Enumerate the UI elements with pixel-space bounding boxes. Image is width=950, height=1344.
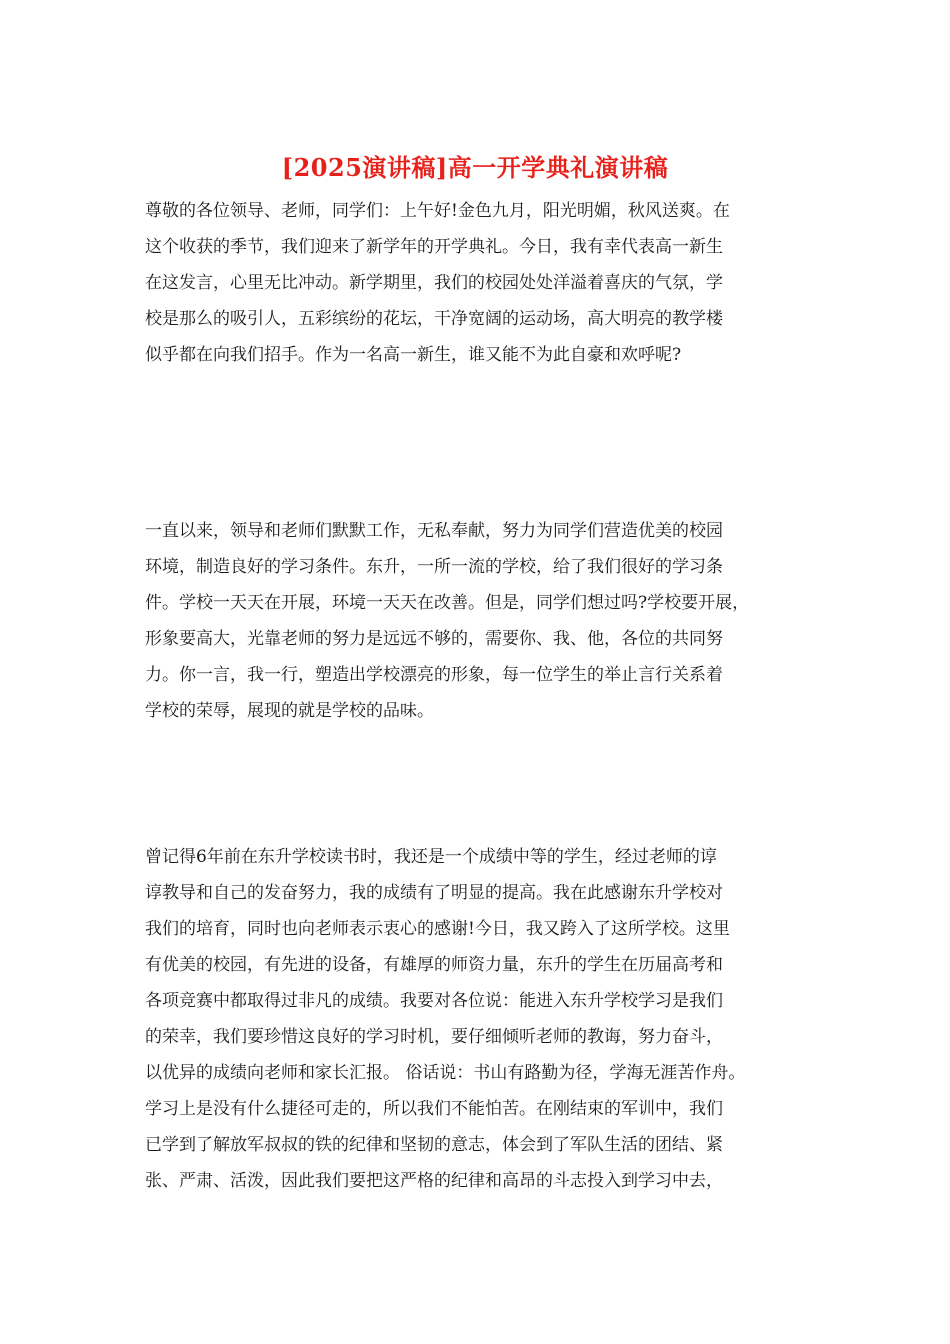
text-line: 这个收获的季节，我们迎来了新学年的开学典礼。今日，我有幸代表高一新生: [145, 237, 723, 257]
text-line: 环境，制造良好的学习条件。东升，一所一流的学校，给了我们很好的学习条: [145, 557, 723, 577]
text-line: 校是那么的吸引人，五彩缤纷的花坛，干净宽阔的运动场，高大明亮的教学楼: [145, 309, 723, 329]
text-line: 形象要高大，光靠老师的努力是远远不够的，需要你、我、他，各位的共同努: [145, 629, 723, 649]
text-line: 以优异的成绩向老师和家长汇报。 俗话说：书山有路勤为径，学海无涯苦作舟。: [145, 1063, 746, 1083]
text-line: 学校的荣辱，展现的就是学校的品味。: [145, 701, 434, 721]
text-line: 学习上是没有什么捷径可走的，所以我们不能怕苦。在刚结束的军训中，我们: [145, 1099, 723, 1119]
text-line: 似乎都在向我们招手。作为一名高一新生，谁又能不为此自豪和欢呼呢?: [145, 345, 682, 365]
document-title: [2025演讲稿]高一开学典礼演讲稿: [281, 153, 669, 182]
text-line: 有优美的校园，有先进的设备，有雄厚的师资力量，东升的学生在历届高考和: [145, 955, 723, 975]
text-line: 已学到了解放军叔叔的铁的纪律和坚韧的意志，体会到了军队生活的团结、紧: [145, 1135, 723, 1155]
text-line: 谆教导和自己的发奋努力，我的成绩有了明显的提高。我在此感谢东升学校对: [145, 883, 723, 903]
text-line: 件。学校一天天在开展，环境一天天在改善。但是，同学们想过吗?学校要开展，: [145, 593, 750, 613]
text-line: 各项竞赛中都取得过非凡的成绩。我要对各位说：能进入东升学校学习是我们: [145, 991, 723, 1011]
text-line: 曾记得6年前在东升学校读书时，我还是一个成绩中等的学生，经过老师的谆: [145, 847, 717, 867]
text-line: 力。你一言，我一行，塑造出学校漂亮的形象，每一位学生的举止言行关系着: [145, 665, 723, 685]
text-line: 在这发言，心里无比冲动。新学期里，我们的校园处处洋溢着喜庆的气氛，学: [145, 273, 723, 293]
text-line: 张、严肃、活泼，因此我们要把这严格的纪律和高昂的斗志投入到学习中去，: [145, 1171, 723, 1191]
text-line: 尊敬的各位领导、老师，同学们：上午好!金色九月，阳光明媚，秋风送爽。在: [145, 201, 730, 221]
text-line: 一直以来，领导和老师们默默工作，无私奉献，努力为同学们营造优美的校园: [145, 521, 723, 541]
text-line: 我们的培育，同时也向老师表示衷心的感谢!今日，我又跨入了这所学校。这里: [145, 919, 730, 939]
text-line: 的荣幸，我们要珍惜这良好的学习时机，要仔细倾听老师的教诲，努力奋斗，: [145, 1027, 723, 1047]
